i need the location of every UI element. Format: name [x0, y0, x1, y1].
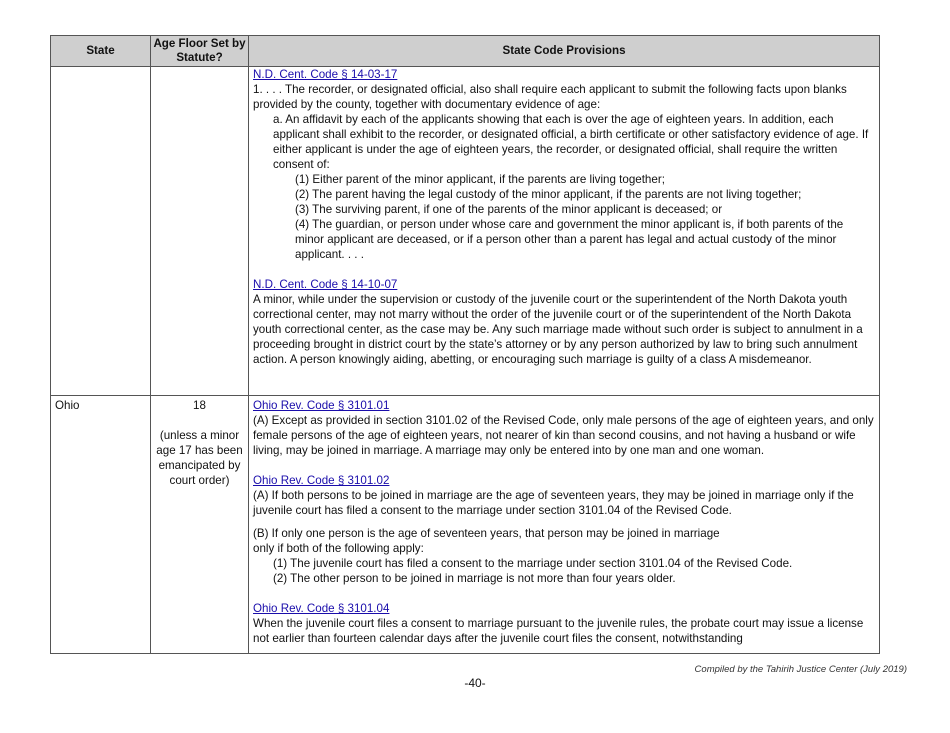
header-age-floor: Age Floor Set by Statute?: [151, 36, 249, 67]
ohio-cite-3101-02-link[interactable]: Ohio Rev. Code § 3101.02: [253, 474, 390, 487]
table-row-north-dakota: [51, 67, 880, 396]
header-provisions: State Code Provisions: [249, 36, 880, 67]
ohio-condition-item: (2) The other person to be joined in marriage is not more than four years older.: [273, 572, 676, 585]
ohio-age-value: 18: [193, 399, 206, 412]
compiled-by-note: Compiled by the Tahirih Justice Center (July 2019): [694, 664, 907, 675]
ohio-provision-3101-01: (A) Except as provided in section 3101.02 of the Revised Code, only male persons of the age of eighteen years, and only female persons of the age of eighteen years, not nearer of kin than second cousins, and not having a husband or wife living, may be joined in marriage. A marriage may only be entered into by one man and one woman.: [253, 414, 874, 457]
nd-age-floor-cell: [151, 67, 249, 396]
nd-consent-item: (2) The parent having the legal custody of the minor applicant, if the parents are not living together;: [295, 188, 802, 201]
table-header-row: [51, 36, 880, 67]
ohio-provision-3101-02-a: (A) If both persons to be joined in marriage are the age of seventeen years, they may be joined in marriage only if the juvenile court has filed a consent to the marriage under section 3101.04 of the Revised Code.: [253, 489, 854, 517]
nd-consent-item: (1) Either parent of the minor applicant, if the parents are living together;: [295, 173, 665, 186]
ohio-age-floor-cell: [151, 396, 249, 654]
ohio-state-cell: Ohio: [51, 396, 151, 654]
nd-consent-item: (3) The surviving parent, if one of the parents of the minor applicant is deceased; or: [295, 203, 723, 216]
ohio-provision-3101-02-b-cont: only if both of the following apply:: [253, 542, 424, 555]
ohio-provisions-cell: [249, 396, 880, 654]
table-row-ohio: [51, 396, 880, 654]
nd-provision-1: 1. . . . The recorder, or designated official, also shall require each applicant to submit the following facts upon blanks provided by the county, together with documentary evidence of age:: [253, 83, 847, 111]
nd-provision-2: A minor, while under the supervision or custody of the juvenile court or the superintendent of the North Dakota youth correctional center, may not marry without the order of the juvenile court or of the superintendent of the North Dakota youth correctional center, as the case may be. Any such marriage made without such order is subject to annulment in a proceeding brought in district court by the state’s attorney or by any person authorized by law to bring such annulment action. A person knowingly aiding, abetting, or encouraging such marriage is guilty of a class A misdemeanor.: [253, 293, 863, 366]
nd-cite-14-10-07-link[interactable]: N.D. Cent. Code § 14-10-07: [253, 278, 398, 291]
nd-consent-item: (4) The guardian, or person under whose care and government the minor applicant is, if both parents of the minor applicant are deceased, or if a person other than a parent has legal and actual custody of the minor applicant. . . .: [295, 218, 844, 261]
ohio-age-note: (unless a minor age 17 has been emancipated by court order): [156, 429, 243, 487]
page-number: -40-: [464, 676, 486, 690]
header-state: State: [51, 36, 151, 67]
nd-provisions-cell: [249, 67, 880, 396]
ohio-provision-3101-04: When the juvenile court files a consent to marriage pursuant to the juvenile rules, the probate court may issue a license not earlier than fourteen calendar days after the juvenile court files the consent, notwithstanding: [253, 617, 864, 645]
ohio-cite-3101-04-link[interactable]: Ohio Rev. Code § 3101.04: [253, 602, 390, 615]
nd-state-cell: [51, 67, 151, 396]
ohio-cite-3101-01-link[interactable]: Ohio Rev. Code § 3101.01: [253, 399, 390, 412]
ohio-condition-item: (1) The juvenile court has filed a consent to the marriage under section 3101.04 of the Revised Code.: [273, 557, 793, 570]
ohio-provision-3101-02-b: (B) If only one person is the age of seventeen years, that person may be joined in marriage: [253, 527, 720, 540]
nd-provision-1a: a. An affidavit by each of the applicants showing that each is over the age of eighteen years. In addition, each applicant shall exhibit to the recorder, or designated official, a birth certificate or other satisfactory evidence of age. If either applicant is under the age of eighteen years, the recorder, or designated official, shall require the written consent of:: [273, 113, 869, 171]
state-code-table: [50, 35, 880, 654]
nd-cite-14-03-17-link[interactable]: N.D. Cent. Code § 14-03-17: [253, 68, 398, 81]
